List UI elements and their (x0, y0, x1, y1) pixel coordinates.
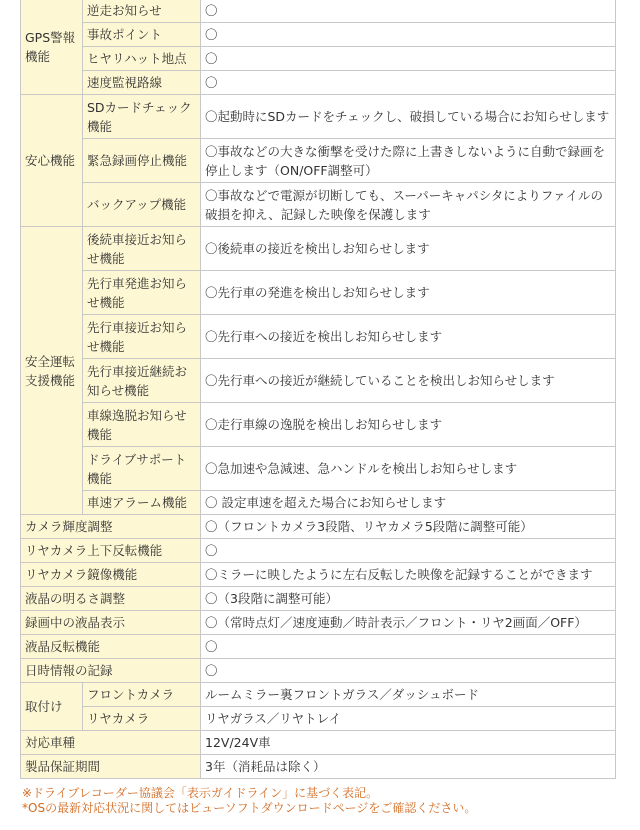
row-value: 〇起動時にSDカードをチェックし、破損している場合にお知らせします (201, 95, 616, 139)
row-label: 液晶反転機能 (21, 635, 201, 659)
row-label: 車線逸脱お知らせ機能 (83, 403, 201, 447)
table-row (21, 447, 616, 491)
table-row (21, 731, 616, 755)
table-row (21, 587, 616, 611)
row-value: 〇急加速や急減速、急ハンドルを検出しお知らせします (201, 447, 616, 491)
table-row (21, 315, 616, 359)
row-value: 〇（3段階に調整可能） (201, 587, 616, 611)
row-label: 録画中の液晶表示 (21, 611, 201, 635)
row-value: 〇 (201, 635, 616, 659)
row-value: 〇 (201, 0, 616, 23)
row-value: 〇事故などで電源が切断しても、スーパーキャパシタによりファイルの破損を抑え、記録した映像を保護します (201, 183, 616, 227)
table-row (21, 227, 616, 271)
table-row (21, 0, 616, 23)
footnote: *OSの最新対応状況に関してはビューソフトダウンロードページをご確認ください。 (22, 801, 477, 815)
row-label: 日時情報の記録 (21, 659, 201, 683)
row-value: 〇先行車の発進を検出しお知らせします (201, 271, 616, 315)
row-label: ヒヤリハット地点 (83, 47, 201, 71)
row-value: 〇 (201, 23, 616, 47)
row-label: SDカードチェック機能 (83, 95, 201, 139)
row-value: 〇（常時点灯／速度連動／時計表示／フロント・リヤ2画面／OFF） (201, 611, 616, 635)
row-label: リヤカメラ (83, 707, 201, 731)
row-value: 12V/24V車 (201, 731, 616, 755)
table-row (21, 755, 616, 779)
table-row (21, 563, 616, 587)
row-value: 3年（消耗品は除く） (201, 755, 616, 779)
row-label: リヤカメラ鏡像機能 (21, 563, 201, 587)
category-mount: 取付け (21, 683, 83, 731)
footnote: ※ドライブレコーダー協議会「表示ガイドライン」に基づく表記。 (22, 786, 379, 800)
row-label: リヤカメラ上下反転機能 (21, 539, 201, 563)
category-gps: GPS警報機能 (21, 0, 83, 95)
row-label: バックアップ機能 (83, 183, 201, 227)
table-row (21, 23, 616, 47)
table-row (21, 539, 616, 563)
row-label: 製品保証期間 (21, 755, 201, 779)
table-row (21, 183, 616, 227)
table-row (21, 611, 616, 635)
table-row (21, 635, 616, 659)
row-label: 車速アラーム機能 (83, 491, 201, 515)
table-row (21, 683, 616, 707)
row-label: 速度監視路線 (83, 71, 201, 95)
row-value: リヤガラス／リヤトレイ (201, 707, 616, 731)
row-value: ルームミラー裏フロントガラス／ダッシュボード (201, 683, 616, 707)
table-row (21, 139, 616, 183)
table-row (21, 403, 616, 447)
table-row (21, 491, 616, 515)
table-row (21, 359, 616, 403)
row-label: 先行車発進お知らせ機能 (83, 271, 201, 315)
table-row (21, 659, 616, 683)
table-row (21, 271, 616, 315)
row-label: 先行車接近継続お知らせ機能 (83, 359, 201, 403)
row-label: 液晶の明るさ調整 (21, 587, 201, 611)
row-label: 後続車接近お知らせ機能 (83, 227, 201, 271)
row-label: 先行車接近お知らせ機能 (83, 315, 201, 359)
row-label: ドライブサポート機能 (83, 447, 201, 491)
category-assist: 安全運転支援機能 (21, 227, 83, 515)
row-value: 〇先行車への接近が継続していることを検出しお知らせします (201, 359, 616, 403)
row-value: 〇事故などの大きな衝撃を受けた際に上書きしないように自動で録画を停止します（ON/OFF調整可） (201, 139, 616, 183)
row-value: 〇 (201, 71, 616, 95)
table-row (21, 47, 616, 71)
table-row (21, 71, 616, 95)
row-value: 〇走行車線の逸脱を検出しお知らせします (201, 403, 616, 447)
row-label: カメラ輝度調整 (21, 515, 201, 539)
spec-table (20, 0, 616, 779)
row-label: 緊急録画停止機能 (83, 139, 201, 183)
row-value: 〇 (201, 659, 616, 683)
row-label: 事故ポイント (83, 23, 201, 47)
table-row (21, 95, 616, 139)
row-value: 〇（フロントカメラ3段階、リヤカメラ5段階に調整可能） (201, 515, 616, 539)
table-row (21, 707, 616, 731)
row-value: 〇ミラーに映したように左右反転した映像を記録することができます (201, 563, 616, 587)
row-value: 〇 (201, 47, 616, 71)
table-row (21, 515, 616, 539)
row-value: 〇先行車への接近を検出しお知らせします (201, 315, 616, 359)
row-value: 〇 (201, 539, 616, 563)
footnotes (22, 786, 622, 816)
row-value: 〇 設定車速を超えた場合にお知らせします (201, 491, 616, 515)
row-label: 逆走お知らせ (83, 0, 201, 23)
category-safety: 安心機能 (21, 95, 83, 227)
row-value: 〇後続車の接近を検出しお知らせします (201, 227, 616, 271)
row-label: フロントカメラ (83, 683, 201, 707)
row-label: 対応車種 (21, 731, 201, 755)
